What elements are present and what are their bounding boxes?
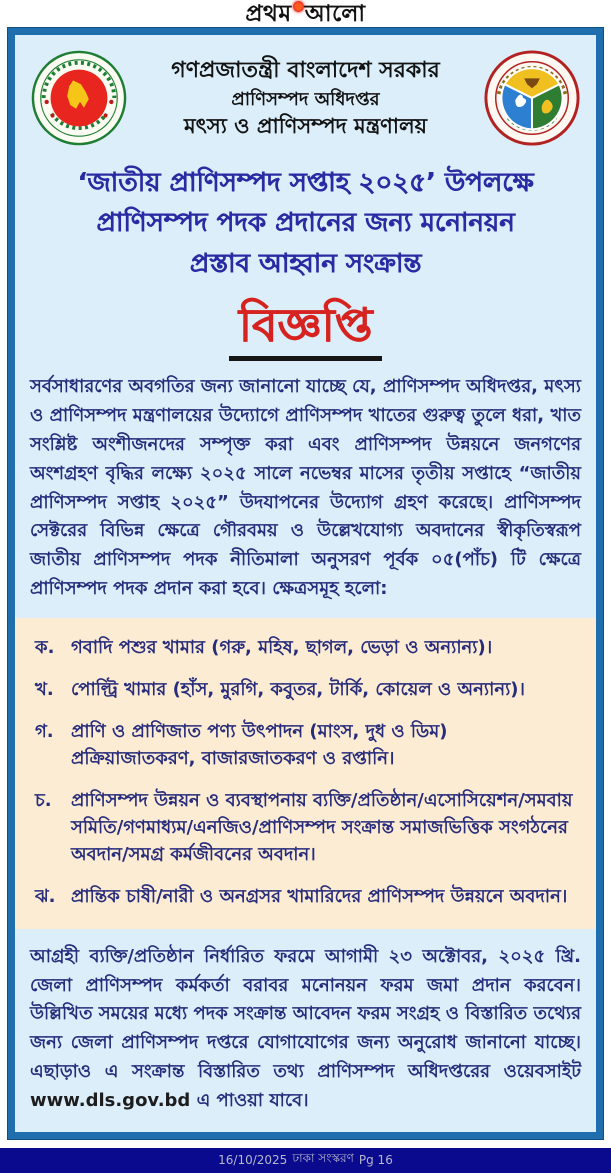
list-item bbox=[35, 883, 574, 910]
title-line-3: প্রস্তাব আহ্বান সংক্রান্ত bbox=[189, 248, 422, 279]
intro-paragraph bbox=[30, 373, 581, 603]
government-line: গণপ্রজাতন্ত্রী বাংলাদেশ সরকার bbox=[171, 57, 440, 83]
footer-date: 16/10/2025 bbox=[218, 1153, 288, 1168]
list-item bbox=[35, 676, 574, 703]
notice-inner bbox=[15, 35, 596, 1132]
week-name-quote: “জাতীয় প্রাণিসম্পদ সপ্তাহ ২০২৫” bbox=[30, 462, 581, 513]
list-item-marker: গ. bbox=[35, 720, 54, 742]
list-item-text: গবাদি পশুর খামার (গরু, মহিষ, ছাগল, ভেড়া ও অন্যান্য)। bbox=[71, 636, 493, 658]
list-item bbox=[35, 718, 574, 772]
dls-website-url: www.dls.gov.bd bbox=[30, 1089, 191, 1111]
closing-text-1: আগ্রহী ব্যক্তি/প্রতিষ্ঠান নির্ধারিত ফরমে আগামী bbox=[30, 945, 389, 967]
brand-word-1: প্রথম bbox=[245, 1, 292, 27]
list-item-text: পোল্ট্রি খামার (হাঁস, মুরগি, কবুতর, টার্কি, কোয়েল ও অন্যান্য)। bbox=[71, 678, 525, 700]
category-list bbox=[15, 618, 596, 929]
closing-text-3: এ পাওয়া যাবে। bbox=[190, 1089, 309, 1111]
notice-heading: বিজ্ঞপ্তি bbox=[229, 300, 383, 362]
list-item bbox=[35, 634, 574, 661]
list-item-text: প্রাণি ও প্রাণিজাত পণ্য উৎপাদন (মাংস, দুধ ও ডিম) প্রক্রিয়াজাতকরণ, বাজারজাতকরণ ও রপ্তানি। bbox=[71, 720, 448, 769]
list-item-marker: ঝ. bbox=[35, 885, 56, 907]
brand-word-2: আলো bbox=[304, 1, 366, 27]
notice-box bbox=[8, 28, 603, 1139]
title-line-2: প্রাণিসম্পদ পদক প্রদানের জন্য মনোনয়ন bbox=[96, 208, 515, 239]
notice-title bbox=[30, 163, 581, 284]
list-item bbox=[35, 787, 574, 868]
government-header-text bbox=[134, 55, 477, 141]
government-header bbox=[30, 49, 581, 147]
closing-paragraph bbox=[30, 943, 581, 1116]
list-item-marker: চ. bbox=[35, 789, 52, 811]
department-line: প্রাণিসম্পদ অধিদপ্তর bbox=[231, 88, 380, 110]
deadline-date: ২৩ অক্টোবর, ২০২৫ খ্রি. bbox=[388, 945, 581, 967]
government-seal-icon bbox=[30, 49, 128, 147]
prothom-alo-logo bbox=[245, 1, 365, 27]
list-item-marker: ক. bbox=[35, 636, 55, 658]
masthead bbox=[0, 0, 611, 28]
sun-icon bbox=[293, 1, 304, 12]
closing-text-2: জেলা প্রাণিসম্পদ কর্মকর্তা বরাবর মনোনয়ন ফরম জমা প্রদান করবেন। উল্লিখিত সময়ের মধ্যে পদক সংক্রান্ত আবেদন ফরম সংগ্রহ ও বিস্তারিত তথ্যের জন্য জেলা প্রাণিসম্পদ দপ্তরে যোগাযোগের জন্য অনুরোধ জানানো যাচ্ছে। এছাড়াও এ সংক্রান্ত বিস্তারিত তথ্য প্রাণিসম্পদ অধিদপ্তরের ওয়েবসাইট bbox=[30, 974, 581, 1083]
intro-text-after-quote: উদযাপনের উদ্যোগ গ্রহণ করেছে। প্রাণিসম্পদ সেক্টরের বিভিন্ন ক্ষেত্রে গৌরবময় ও উল্লেখযোগ্য অবদানের স্বীকৃতিস্বরূপ জাতীয় প্রাণিসম্পদ পদক নীতিমালা অনুসরণ পূর্বক ০৫(পাঁচ) টি ক্ষেত্রে প্রাণিসম্পদ পদক প্রদান করা হবে। ক্ষেত্রসমূহ হলো: bbox=[30, 491, 581, 600]
intro-text-before-quote: সর্বসাধারণের অবগতির জন্য জানানো যাচ্ছে যে, প্রাণিসম্পদ অধিদপ্তর, মৎস্য ও প্রাণিসম্পদ মন্ত্রণালয়ের উদ্যোগে প্রাণিসম্পদ খাতের গুরুত্ব তুলে ধরা, খাত সংশ্লিষ্ট অংশীজনদের সম্পৃক্ত করা এবং প্রাণিসম্পদ উন্নয়নে জনগণের অংশগ্রহণ বৃদ্ধির লক্ষ্যে ২০২৫ সালে নভেম্বর মাসের তৃতীয় সপ্তাহে bbox=[30, 376, 581, 484]
dls-seal-icon bbox=[483, 49, 581, 147]
footer-page-number: Pg 16 bbox=[358, 1153, 393, 1168]
footer-edition: ঢাকা সংস্করণ bbox=[292, 1151, 354, 1166]
list-item-text: প্রান্তিক চাষী/নারী ও অনগ্রসর খামারিদের প্রাণিসম্পদ উন্নয়নে অবদান। bbox=[71, 885, 568, 907]
edition-footer bbox=[0, 1148, 611, 1173]
list-item-text: প্রাণিসম্পদ উন্নয়ন ও ব্যবস্থাপনায় ব্যক্তি/প্রতিষ্ঠান/এসোসিয়েশন/সমবায় সমিতি/গণমাধ্যম/এনজিও/প্রাণিসম্পদ সংক্রান্ত সমাজভিত্তিক সংগঠনের অবদান/সমগ্র কর্মজীবনের অবদান। bbox=[71, 789, 573, 865]
title-line-1: ‘জাতীয় প্রাণিসম্পদ সপ্তাহ ২০২৫’ উপলক্ষে bbox=[77, 168, 534, 198]
list-item-marker: খ. bbox=[35, 678, 54, 700]
ministry-line: মৎস্য ও প্রাণিসম্পদ মন্ত্রণালয় bbox=[184, 113, 427, 138]
